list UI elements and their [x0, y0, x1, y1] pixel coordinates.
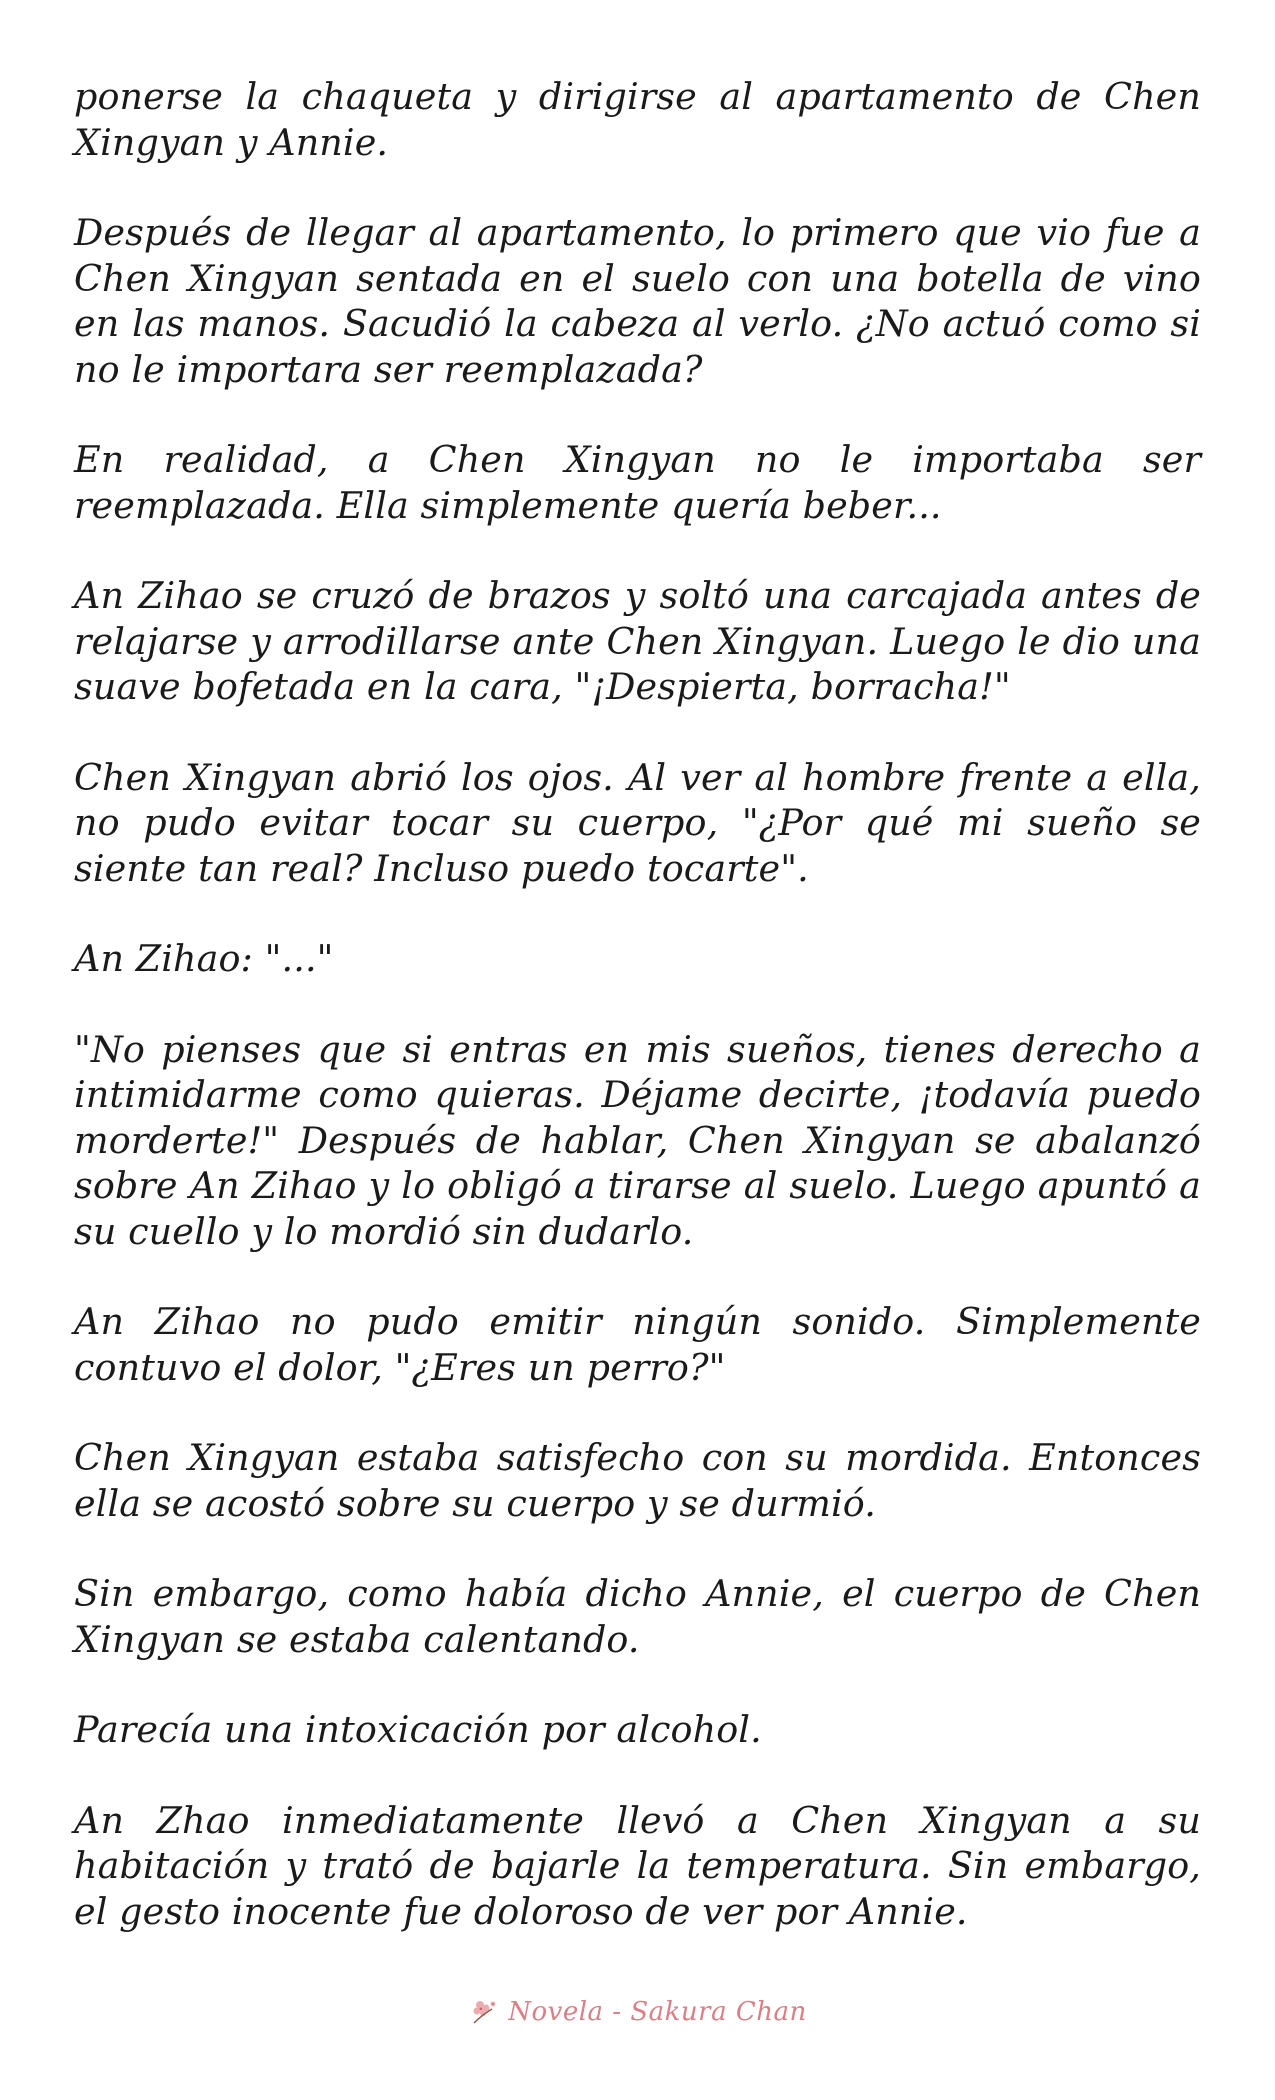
paragraph-3: En realidad, a Chen Xingyan no le importaba ser reemplazada. Ella simplemente quería beber... — [74, 438, 1201, 527]
paragraph-7: "No pienses que si entras en mis sueños, tienes derecho a intimidarme como quieras. Déjame decirte, ¡todavía puedo morderte!" Después de hablar, Chen Xingyan se abalanzó sobre An Zihao y lo obligó a tirarse al suelo. Luego apuntó a su cuello y lo mordió sin dudarlo. — [74, 1027, 1201, 1253]
paragraph-1: ponerse la chaqueta y dirigirse al apartamento de Chen Xingyan y Annie. — [74, 75, 1201, 164]
paragraph-12: An Zhao inmediatamente llevó a Chen Xingyan a su habitación y trató de bajarle la temperatura. Sin embargo, el gesto inocente fue doloroso de ver por Annie. — [74, 1798, 1201, 1933]
sakura-flower-icon — [468, 1997, 502, 2027]
paragraph-5: Chen Xingyan abrió los ojos. Al ver al hombre frente a ella, no pudo evitar tocar su cuerpo, "¿Por qué mi sueño se siente tan real? Incluso puedo tocarte". — [74, 755, 1201, 890]
paragraph-4: An Zihao se cruzó de brazos y soltó una carcajada antes de relajarse y arrodillarse ante Chen Xingyan. Luego le dio una suave bofetada en la cara, "¡Despierta, borracha!" — [74, 574, 1201, 708]
paragraph-6: An Zihao: "..." — [74, 937, 334, 980]
paragraph-11: Parecía una intoxicación por alcohol. — [74, 1708, 762, 1751]
footer-watermark — [0, 1990, 1275, 2034]
footer-text: Novela - Sakura Chan — [508, 1997, 807, 2027]
paragraph-9: Chen Xingyan estaba satisfecho con su mordida. Entonces ella se acostó sobre su cuerpo y se durmió. — [74, 1436, 1201, 1525]
paragraph-10: Sin embargo, como había dicho Annie, el cuerpo de Chen Xingyan se estaba calentando. — [74, 1572, 1201, 1661]
paragraph-8: An Zihao no pudo emitir ningún sonido. Simplemente contuvo el dolor, "¿Eres un perro?" — [74, 1300, 1201, 1389]
paragraph-2: Después de llegar al apartamento, lo primero que vio fue a Chen Xingyan sentada en el suelo con una botella de vino en las manos. Sacudió la cabeza al verlo. ¿No actuó como si no le importara ser reemplazada? — [74, 211, 1201, 391]
document-body — [74, 74, 1201, 1979]
footer-watermark-inner — [468, 1997, 807, 2027]
